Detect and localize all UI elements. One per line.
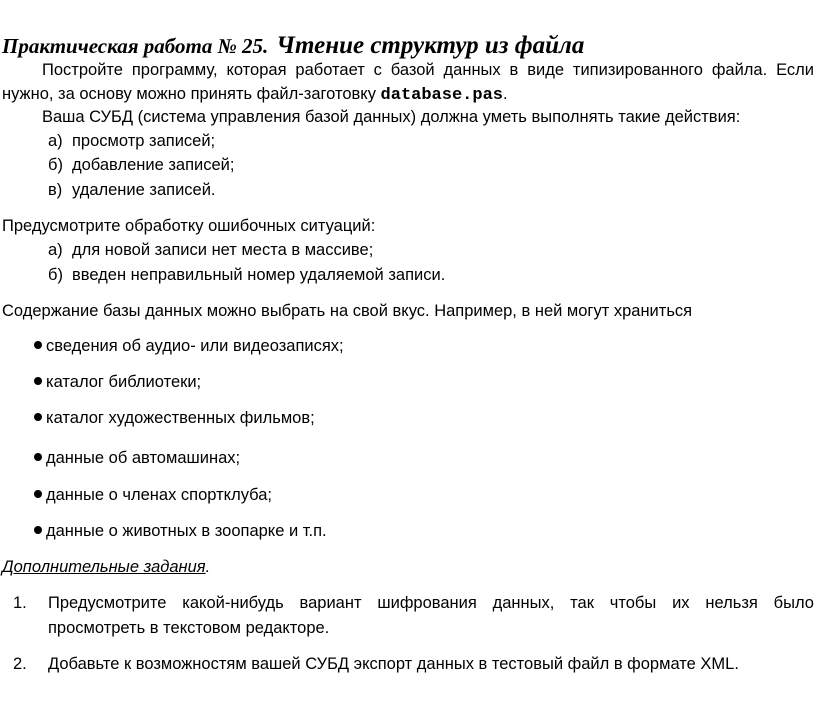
error-text: введен неправильный номер удаляемой записи. bbox=[72, 266, 446, 284]
extra-heading-text: Дополнительные задания bbox=[2, 558, 206, 576]
task-1-line-2: просмотреть в текстовом редакторе. bbox=[48, 619, 330, 637]
bullet-icon bbox=[34, 413, 42, 421]
extra-heading bbox=[2, 557, 210, 577]
error-item bbox=[48, 240, 373, 260]
extra-heading-dot: . bbox=[205, 558, 211, 576]
content-item-text: данные о членах спортклуба; bbox=[46, 486, 272, 504]
list-marker: б) bbox=[48, 266, 63, 284]
action-text: добавление записей; bbox=[72, 156, 235, 174]
intro-line-2-end: . bbox=[502, 85, 508, 103]
intro-line-1: Постройте программу, которая работает с базой данных в виде типизированного файла. Если bbox=[42, 61, 814, 79]
task-1-line-1: Предусмотрите какой-нибудь вариант шифрования данных, так чтобы их нельзя было bbox=[48, 594, 814, 612]
bullet-icon bbox=[34, 490, 42, 498]
list-marker: а) bbox=[48, 241, 63, 259]
content-item-text: сведения об аудио- или видеозаписях; bbox=[46, 337, 344, 355]
bullet-icon bbox=[34, 377, 42, 385]
action-item bbox=[48, 131, 215, 151]
task-number: 2. bbox=[13, 655, 27, 673]
intro-line-3: Ваша СУБД (система управления базой данных) должна уметь выполнять такие действия: bbox=[42, 108, 741, 126]
content-item-text: данные о животных в зоопарке и т.п. bbox=[46, 522, 327, 540]
bullet-icon bbox=[34, 341, 42, 349]
action-text: удаление записей. bbox=[72, 181, 216, 199]
content-item bbox=[34, 448, 240, 468]
bullet-icon bbox=[34, 526, 42, 534]
content-item bbox=[34, 521, 327, 541]
error-text: для новой записи нет места в массиве; bbox=[72, 241, 374, 259]
content-item-text: каталог библиотеки; bbox=[46, 373, 202, 391]
task-2-line-1: Добавьте к возможностям вашей СУБД экспорт данных в тестовый файл в формате XML. bbox=[48, 655, 739, 673]
content-item bbox=[34, 485, 272, 505]
task-number: 1. bbox=[13, 594, 27, 612]
lab-topic: Чтение структур из файла bbox=[276, 32, 585, 59]
intro-line-2-text: нужно, за основу можно принять файл-заготовку bbox=[2, 85, 381, 103]
content-item bbox=[34, 372, 201, 392]
bullet-icon bbox=[34, 453, 42, 461]
content-heading: Содержание базы данных можно выбрать на свой вкус. Например, в ней могут храниться bbox=[2, 302, 693, 320]
list-marker: в) bbox=[48, 181, 63, 199]
content-item-text: каталог художественных фильмов; bbox=[46, 409, 315, 427]
error-item bbox=[48, 265, 445, 285]
template-filename: database.pas bbox=[380, 86, 503, 105]
content-item-text: данные об автомашинах; bbox=[46, 449, 241, 467]
action-item bbox=[48, 155, 234, 175]
page-title bbox=[2, 24, 584, 61]
content-item bbox=[34, 336, 344, 356]
intro-line-2 bbox=[2, 84, 508, 106]
action-text: просмотр записей; bbox=[72, 132, 216, 150]
action-item bbox=[48, 180, 216, 200]
errors-heading: Предусмотрите обработку ошибочных ситуаций: bbox=[2, 217, 376, 235]
list-marker: б) bbox=[48, 156, 63, 174]
content-item bbox=[34, 408, 315, 428]
lab-number: Практическая работа № 25. bbox=[2, 34, 269, 58]
list-marker: а) bbox=[48, 132, 63, 150]
